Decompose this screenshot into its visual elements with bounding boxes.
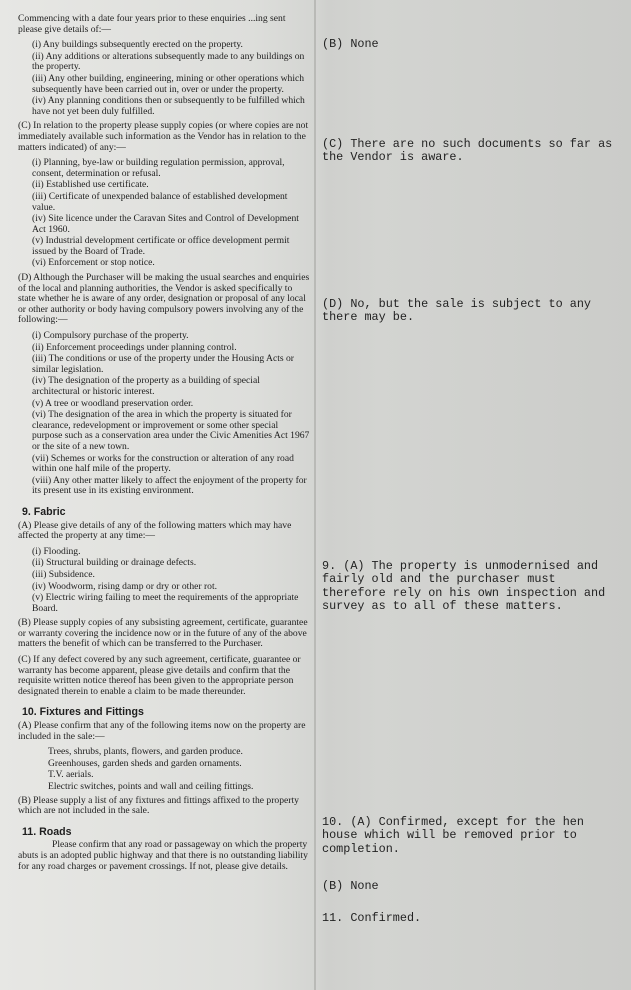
enquiry-10b: (B) Please supply a list of any fixtures and fittings affixed to the property which are not included in the sale.: [18, 794, 299, 817]
list-item: (iii) The conditions or use of the property under the Housing Acts or similar legislation.: [32, 353, 295, 375]
enquiry-list-10: [18, 747, 310, 792]
enquiry-9b: (B) Please supply copies of any subsisting agreement, certificate, guarantee or warranty covering the incidence now or in the future of any of the above matters the benefit of which can be transferred to the Purchaser.: [18, 617, 308, 650]
list-item: (viii) Any other matter likely to affect the enjoyment of the property for its present use in its existing environment.: [32, 474, 307, 497]
list-item: (iv) Site licence under the Caravan Sites and Control of Development Act 1960.: [32, 213, 299, 235]
list-item: (i) Planning, bye-law or building regulation permission, approval, consent, determination or refusal.: [32, 157, 285, 179]
enquiry-11: Please confirm that any road or passageway on which the property abuts is an adopted public highway and that there is no outstanding liability for any road charges or pavement crossings. If not, please give details.: [18, 839, 308, 872]
column-divider: [314, 0, 316, 990]
list-item: (vi) Enforcement or stop notice.: [32, 257, 155, 269]
list-item: (ii) Enforcement proceedings under planning control.: [32, 341, 237, 353]
enquiry-list-d: [18, 331, 310, 497]
answer-b: (B) None: [322, 37, 379, 51]
answer-d: (D) No, but the sale is subject to any there may be.: [322, 297, 592, 325]
list-item: (vi) The designation of the area in which the property is situated for clearance, redevelopment or improvement or some other special purpose such as a conservation area under the Civic Amenities Act 1967 or the site of a new town.: [32, 409, 310, 452]
enquiry-c: (C) In relation to the property please supply copies (or where copies are not immediately available such information as the Vendor has in relation to the matters indicated) of any:—: [18, 120, 309, 153]
section-heading-roads: 11. Roads: [22, 825, 72, 838]
list-item: (iii) Any other building, engineering, mining or other operations which subsequently have been carried out in, over or under the property.: [32, 72, 305, 95]
section-heading-fabric: 9. Fabric: [22, 505, 66, 518]
enquiries-column: [18, 14, 310, 877]
enquiry-list-1: [18, 40, 310, 117]
list-item: Electric switches, points and wall and ceiling fittings.: [48, 781, 254, 792]
list-item: (i) Compulsory purchase of the property.: [32, 330, 189, 342]
enquiry-d: (D) Although the Purchaser will be making the usual searches and enquiries of the local and planning authorities, the Vendor is asked specifically to state whether he is aware of any order, designation or proposal of any local or other authority or body having compulsory powers involving any of the following:—: [18, 272, 310, 326]
list-item: (iv) The designation of the property as a building of special architectural or historic interest.: [32, 375, 260, 397]
enquiry-9a: (A) Please give details of any of the following matters which may have affected the property at any time:—: [18, 519, 292, 542]
answer-10b: (B) None: [322, 879, 379, 893]
enquiry-10a: (A) Please confirm that any of the following items now on the property are included in the sale:—: [18, 720, 306, 742]
list-item: (i) Flooding.: [32, 545, 81, 557]
list-item: (ii) Established use certificate.: [32, 179, 149, 191]
answer-10a: 10. (A) Confirmed, except for the hen house which will be removed prior to completion.: [322, 815, 584, 856]
list-item: (v) Industrial development certificate or office development permit issued by the Board of Trade.: [32, 235, 290, 257]
enquiry-intro: Commencing with a date four years prior to these enquiries ...ing sent please give details of:—: [18, 13, 286, 35]
list-item: (iv) Woodworm, rising damp or dry or other rot.: [32, 580, 218, 592]
answer-11: 11. Confirmed.: [322, 911, 422, 925]
list-item: (iii) Subsidence.: [32, 568, 95, 580]
list-item: T.V. aerials.: [48, 769, 94, 781]
list-item: (vii) Schemes or works for the construction or alteration of any road within one half mile of the property.: [32, 452, 294, 475]
enquiry-9c: (C) If any defect covered by any such agreement, certificate, guarantee or warranty has become apparent, please give details and confirm that the requisite written notice thereof has been given to the appropriate person designated therein to enable a claim to be made thereunder.: [18, 654, 301, 697]
list-item: Trees, shrubs, plants, flowers, and garden produce.: [48, 746, 243, 758]
list-item: (i) Any buildings subsequently erected on the property.: [32, 39, 243, 51]
list-item: (v) Electric wiring failing to meet the requirements of the appropriate Board.: [32, 592, 299, 614]
list-item: (ii) Any additions or alterations subsequently made to any buildings on the property.: [32, 50, 305, 73]
answer-c: (C) There are no such documents so far as the Vendor is aware.: [322, 137, 613, 165]
section-heading-fixtures: 10. Fixtures and Fittings: [22, 706, 144, 719]
enquiry-list-9: [18, 547, 310, 615]
list-item: Greenhouses, garden sheds and garden ornaments.: [48, 757, 242, 769]
list-item: (iv) Any planning conditions then or subsequently to be fulfilled which have not yet been duly fulfilled.: [32, 95, 305, 117]
enquiry-list-c: [18, 158, 310, 269]
answer-9a: 9. (A) The property is unmodernised and fairly old and the purchaser must therefore rely on his own inspection and survey as to all of these matters.: [322, 559, 606, 614]
list-item: (ii) Structural building or drainage defects.: [32, 557, 197, 569]
list-item: (v) A tree or woodland preservation order.: [32, 397, 194, 409]
list-item: (iii) Certificate of unexpended balance of established development value.: [32, 190, 288, 213]
